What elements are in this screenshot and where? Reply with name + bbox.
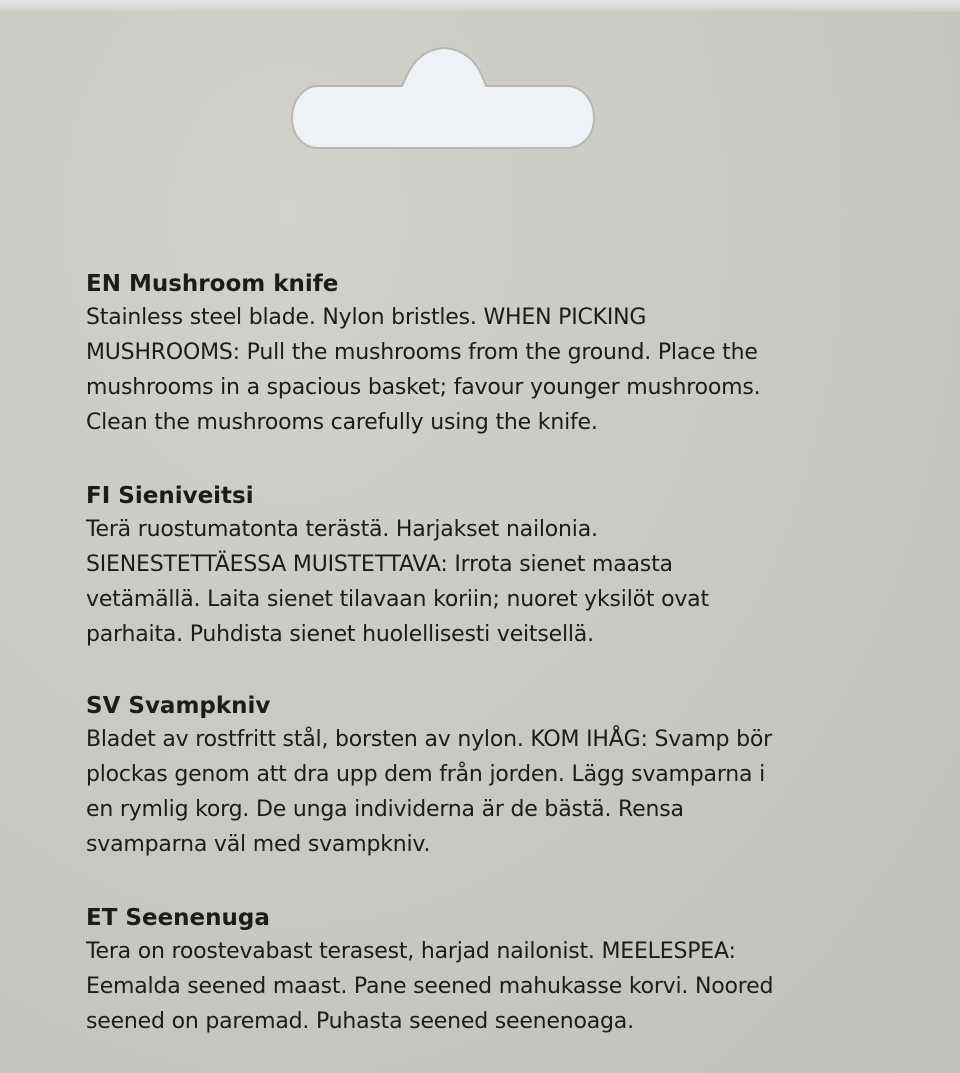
section-heading-sv: SV Svampkniv [86,693,271,719]
text-line: parhaita. Puhdista sienet huolellisesti veitsellä. [86,622,594,647]
section-heading-et: ET Seenenuga [86,905,270,931]
text-line: SIENESTETTÄESSA MUISTETTAVA: Irrota sienet maasta [86,552,673,577]
text-line: mushrooms in a spacious basket; favour younger mushrooms. [86,375,761,400]
section-et [86,902,936,1039]
text-line: en rymlig korg. De unga individerna är de bästä. Rensa [86,797,684,822]
text-line: seened on paremad. Puhasta seened seenenoaga. [86,1009,634,1034]
text-line: Bladet av rostfritt stål, borsten av nylon. KOM IHÅG: Svamp bör [86,727,772,752]
section-heading-fi: FI Sieniveitsi [86,483,254,509]
text-line: Clean the mushrooms carefully using the knife. [86,410,598,435]
section-heading-en: EN Mushroom knife [86,271,339,297]
section-body-et [86,934,936,1039]
text-line: Stainless steel blade. Nylon bristles. WHEN PICKING [86,305,647,330]
section-body-en [86,300,936,440]
text-line: plockas genom att dra upp dem från jorden. Lägg svamparna i [86,762,766,787]
section-en [86,268,936,440]
text-line: Tera on roostevabast terasest, harjad nailonist. MEELESPEA: [86,939,736,964]
text-line: Eemalda seened maast. Pane seened mahukasse korvi. Noored [86,974,774,999]
section-body-fi [86,512,936,652]
section-sv [86,690,936,862]
section-body-sv [86,722,936,862]
text-line: vetämällä. Laita sienet tilavaan koriin; nuoret yksilöt ovat [86,587,709,612]
text-line: svamparna väl med svampkniv. [86,832,431,857]
hang-hole [0,0,960,160]
section-fi [86,480,936,652]
text-line: Terä ruostumatonta terästä. Harjakset nailonia. [86,517,598,542]
text-line: MUSHROOMS: Pull the mushrooms from the ground. Place the [86,340,758,365]
